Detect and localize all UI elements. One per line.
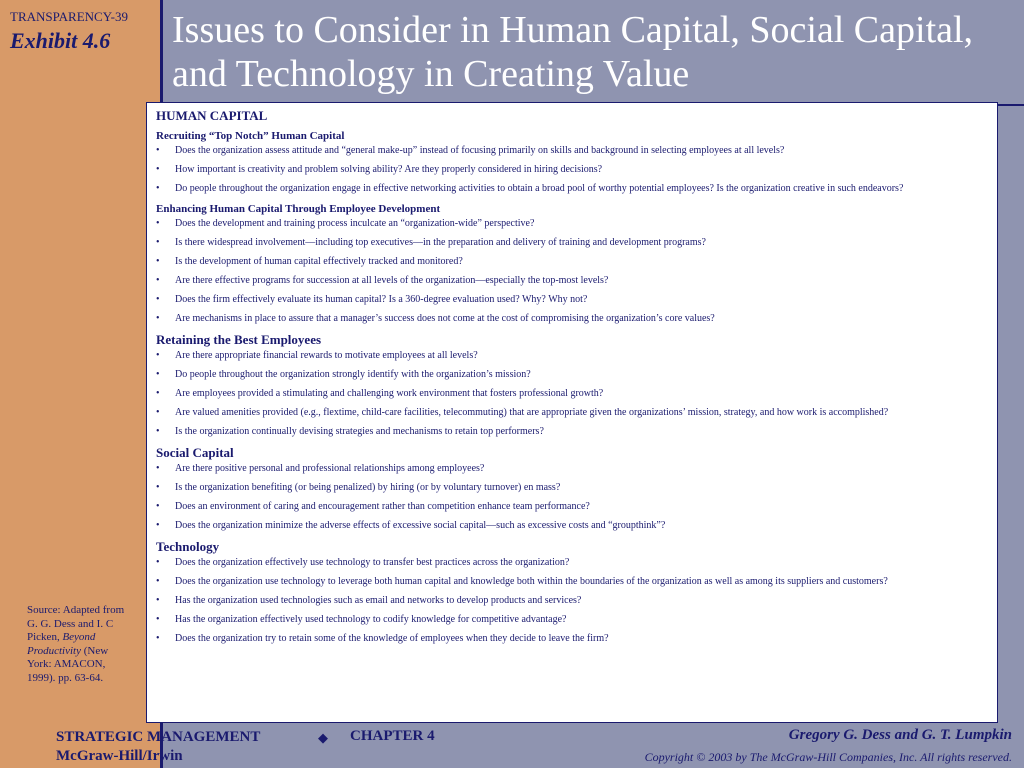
list-item: • How important is creativity and problem solving ability? Are they properly considered in hiring decisions?: [156, 164, 992, 176]
list-social-capital: [156, 463, 992, 532]
list-item: • Are mechanisms in place to assure that a manager’s success does not come at the cost of compromising the organization’s core values?: [156, 313, 992, 325]
footer-chapter: CHAPTER 4: [350, 728, 435, 744]
list-item: • Does an environment of caring and encouragement rather than competition enhance team performance?: [156, 501, 992, 513]
section-heading-technology: Technology: [156, 539, 220, 554]
diamond-icon: ◆: [318, 730, 328, 745]
content-box: [146, 102, 998, 723]
content-body: [156, 108, 992, 652]
source-post: (New York: AMACON, 1999). pp. 63-64.: [27, 644, 109, 684]
source-book-title: Beyond Productivity: [27, 631, 96, 657]
list-retaining: [156, 350, 992, 438]
list-item: • Are there effective programs for succession at all levels of the organization—especially the top-most levels?: [156, 275, 992, 287]
footer-book-title: STRATEGIC MANAGEMENT: [56, 729, 261, 745]
list-item: • Is the organization benefiting (or being penalized) by hiring (or by voluntary turnover) en mass?: [156, 482, 992, 494]
list-item: • Has the organization effectively used technology to codify knowledge for competitive advantage?: [156, 614, 992, 626]
list-item: • Has the organization used technologies such as email and networks to develop products and services?: [156, 595, 992, 607]
subheading-retaining: Retaining the Best Employees: [156, 332, 322, 347]
section-heading-human-capital: HUMAN CAPITAL: [156, 108, 268, 123]
source-note: [27, 604, 127, 685]
list-item: • Do people throughout the organization engage in effective networking activities to obtain a broad pool of worthy potential employees? Is the organization creative in such endeavors?: [156, 183, 992, 195]
list-item: • Does the organization minimize the adverse effects of excessive social capital—such as excessive costs and “groupthink”?: [156, 520, 992, 532]
list-item: • Are employees provided a stimulating and challenging work environment that fosters professional growth?: [156, 388, 992, 400]
list-item: • Are valued amenities provided (e.g., flextime, child-care facilities, telecommuting) that are appropriate given the organizations’ mission, strategy, and how work is accomplished?: [156, 407, 992, 419]
list-item: • Do people throughout the organization strongly identify with the organization’s mission?: [156, 369, 992, 381]
list-item: • Does the firm effectively evaluate its human capital? Is a 360-degree evaluation used? Why? Why not?: [156, 294, 992, 306]
footer-publisher: [56, 728, 260, 766]
list-item: • Is there widespread involvement—including top executives—in the preparation and delivery of training and development programs?: [156, 237, 992, 249]
section-heading-social-capital: Social Capital: [156, 445, 234, 460]
list-item: • Does the organization assess attitude and “general make-up” instead of focusing primarily on skills and background in selecting employees at all levels?: [156, 145, 992, 157]
list-item: • Are there positive personal and professional relationships among employees?: [156, 463, 992, 475]
list-item: • Are there appropriate financial rewards to motivate employees at all levels?: [156, 350, 992, 362]
list-item: • Is the development of human capital effectively tracked and monitored?: [156, 256, 992, 268]
list-item: • Does the development and training process inculcate an “organization-wide” perspective?: [156, 218, 992, 230]
subheading-recruiting: Recruiting “Top Notch” Human Capital: [156, 130, 345, 142]
footer-authors: Gregory G. Dess and G. T. Lumpkin: [788, 727, 1012, 743]
source-pre: Source: Adapted from G. G. Dess and I. C Picken,: [27, 604, 125, 643]
list-item: • Does the organization use technology to leverage both human capital and knowledge both within the boundaries of the organization as well as among its suppliers and customers?: [156, 576, 992, 588]
list-development: [156, 218, 992, 325]
slide-title: Issues to Consider in Human Capital, Social Capital, and Technology in Creating Value: [172, 9, 974, 95]
list-item: • Does the organization try to retain some of the knowledge of employees when they decide to leave the firm?: [156, 633, 992, 645]
list-item: • Is the organization continually devising strategies and mechanisms to retain top performers?: [156, 426, 992, 438]
list-recruiting: [156, 145, 992, 195]
footer-publisher-name: McGraw-Hill/Irwin: [56, 748, 183, 764]
list-technology: [156, 557, 992, 645]
footer-copyright: Copyright © 2003 by The McGraw-Hill Companies, Inc. All rights reserved.: [644, 750, 1012, 764]
subheading-development: Enhancing Human Capital Through Employee Development: [156, 203, 441, 215]
exhibit-label: Exhibit 4.6: [10, 28, 111, 53]
transparency-label: TRANSPARENCY-39: [10, 9, 128, 24]
list-item: • Does the organization effectively use technology to transfer best practices across the organization?: [156, 557, 992, 569]
